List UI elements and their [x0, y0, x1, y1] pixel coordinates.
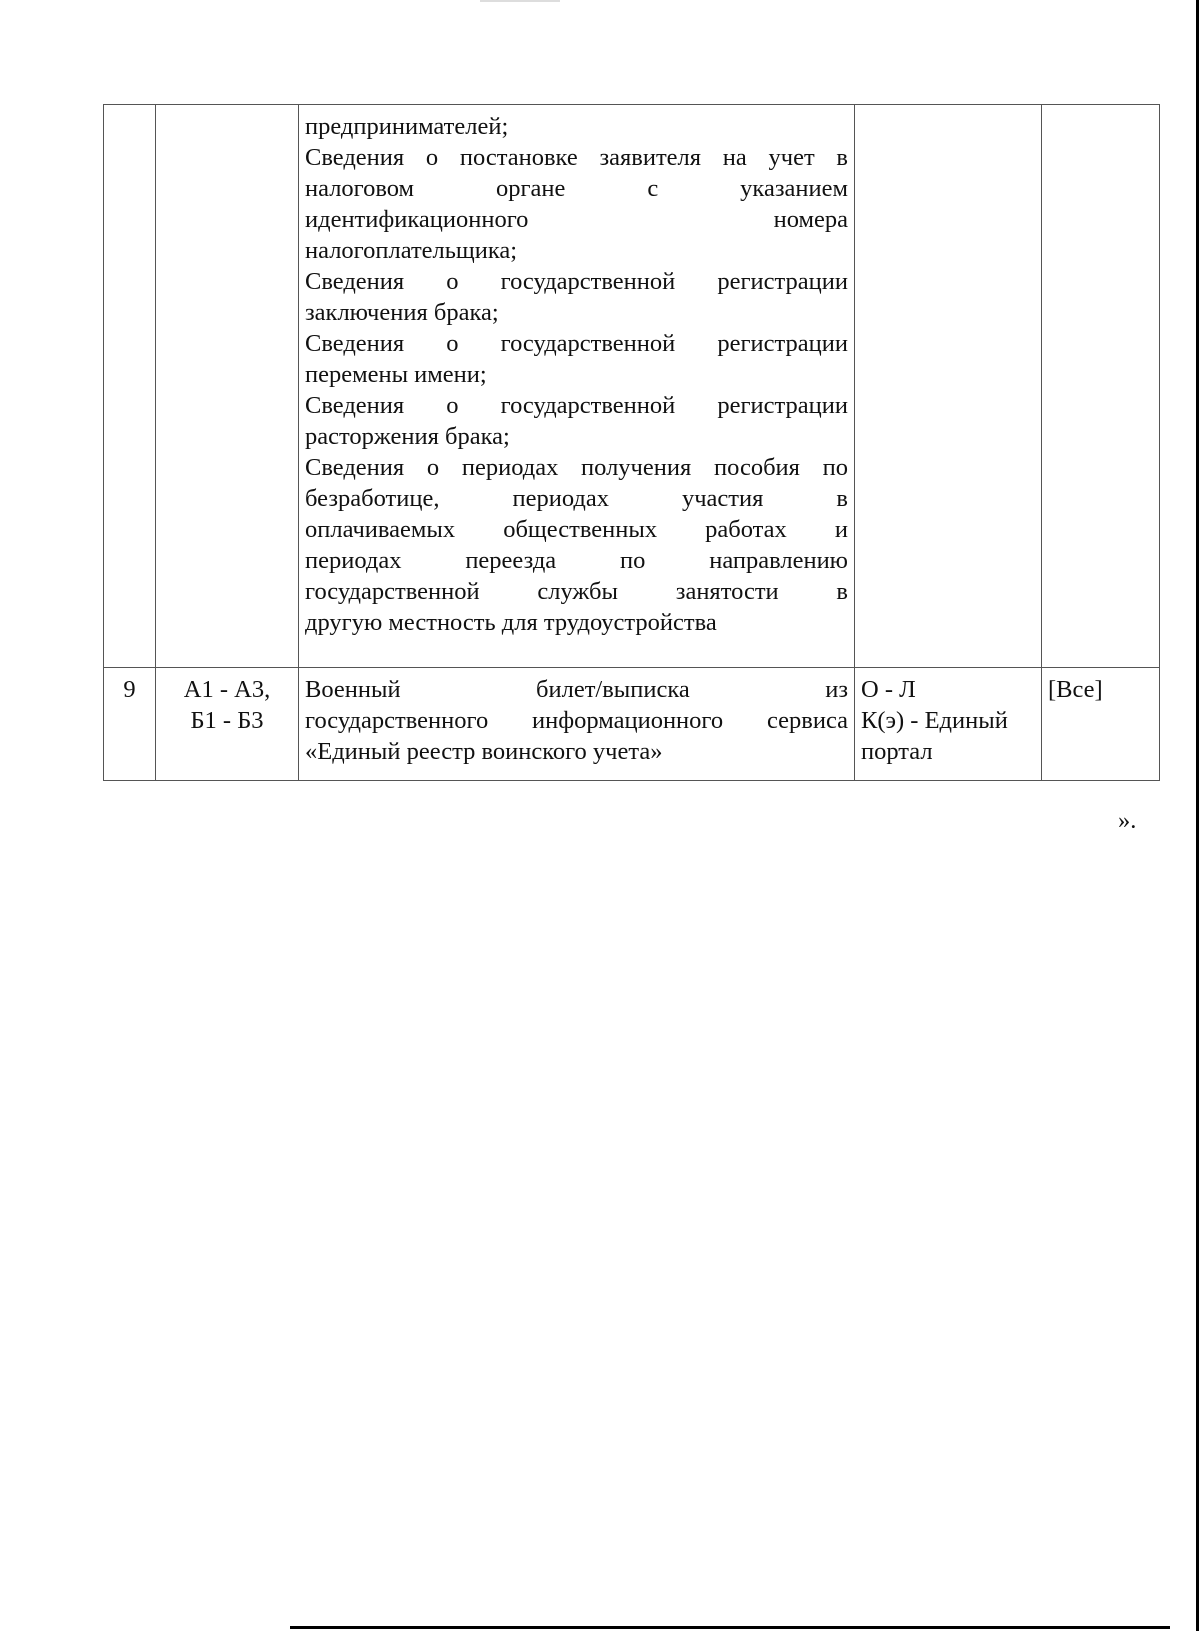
submission-form [855, 668, 1042, 781]
continuation-line: периодах переезда по направлению [305, 547, 848, 574]
documents-table [103, 104, 1160, 781]
document-line-1: Военный билет/выписка из [305, 676, 848, 703]
form-line-1: О - Л [861, 676, 916, 703]
applicant-categories [156, 668, 299, 781]
cell-form-empty [855, 105, 1042, 668]
continuation-line: идентификационного номера [305, 206, 848, 233]
cell-document-continuation [299, 105, 855, 668]
form-line-2: К(э) - Единый [861, 707, 1008, 734]
continuation-line: заключения брака; [305, 299, 499, 326]
continuation-line: Сведения о постановке заявителя на учет в [305, 144, 848, 171]
table-row-continuation [104, 105, 1160, 668]
continuation-line: государственной службы занятости в [305, 578, 848, 605]
scope-text: [Все] [1048, 676, 1103, 703]
continuation-line: Сведения о государственной регистрации [305, 268, 848, 295]
continuation-line: безработице, периодах участия в [305, 485, 848, 512]
categories-line-2: Б1 - Б3 [190, 707, 264, 734]
cell-scope-empty [1042, 105, 1160, 668]
cell-number-empty [104, 105, 156, 668]
row-number [104, 668, 156, 781]
scope [1042, 668, 1160, 781]
continuation-line: другую местность для трудоустройства [305, 609, 717, 636]
continuation-line: Сведения о государственной регистрации [305, 392, 848, 419]
continuation-line: оплачиваемых общественных работах и [305, 516, 848, 543]
continuation-line: Сведения о периодах получения пособия по [305, 454, 848, 481]
scan-edge-right [1196, 0, 1199, 1631]
closing-quote: ». [1118, 807, 1137, 834]
categories-line-1: А1 - А3, [183, 676, 271, 703]
document-line-3: «Единый реестр воинского учета» [305, 738, 663, 765]
continuation-line: Сведения о государственной регистрации [305, 330, 848, 357]
cell-categories-empty [156, 105, 299, 668]
continuation-line: предпринимателей; [305, 113, 509, 140]
row-number-text: 9 [123, 676, 136, 703]
continuation-line: налогоплательщика; [305, 237, 518, 264]
document-line-2: государственного информационного сервиса [305, 707, 848, 734]
table-row-9 [104, 668, 1160, 781]
continuation-line: перемены имени; [305, 361, 487, 388]
document-description [299, 668, 855, 781]
form-line-3: портал [861, 738, 933, 765]
scan-artifact-top [480, 0, 560, 2]
continuation-line: расторжения брака; [305, 423, 510, 450]
continuation-line: налоговом органе с указанием [305, 175, 848, 202]
scan-edge-bottom [290, 1626, 1170, 1629]
